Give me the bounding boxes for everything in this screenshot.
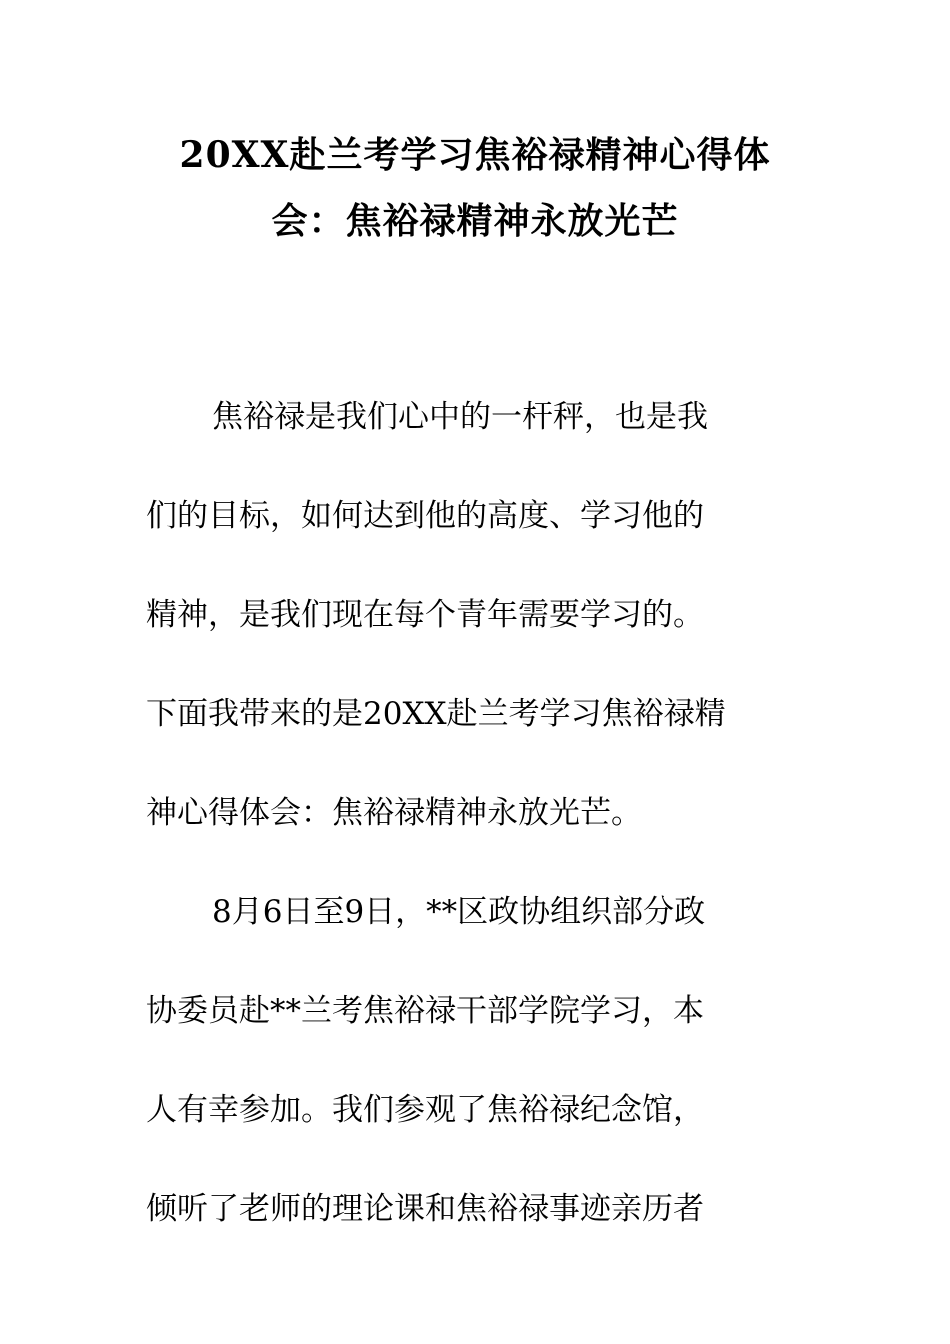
paragraph-2-line-3: 人有幸参加。我们参观了焦裕禄纪念馆，: [146, 1092, 704, 1128]
paragraph-2-line-4: 倾听了老师的理论课和焦裕禄事迹亲历者: [146, 1191, 704, 1227]
title-line-2: 会：焦裕禄精神永放光芒: [271, 200, 679, 242]
document-title: [140, 122, 810, 254]
paragraph-1-line-3: 精神，是我们现在每个青年需要学习的。: [146, 597, 704, 633]
paragraph-2-line-2: 协委员赴**兰考焦裕禄干部学院学习，本: [146, 993, 704, 1029]
document-body: [146, 368, 806, 1259]
paragraph-1-line-1: 焦裕禄是我们心中的一杆秤，也是我: [212, 399, 708, 435]
title-line-1: 20XX赴兰考学习焦裕禄精神心得体: [179, 134, 771, 176]
paragraph-1-line-2: 们的目标，如何达到他的高度、学习他的: [146, 498, 704, 534]
paragraph-2-line-1: 8月6日至9日，**区政协组织部分政: [212, 894, 706, 930]
paragraph-1-line-4: 下面我带来的是20XX赴兰考学习焦裕禄精: [146, 696, 726, 732]
paragraph-1-line-5: 神心得体会：焦裕禄精神永放光芒。: [146, 795, 642, 831]
